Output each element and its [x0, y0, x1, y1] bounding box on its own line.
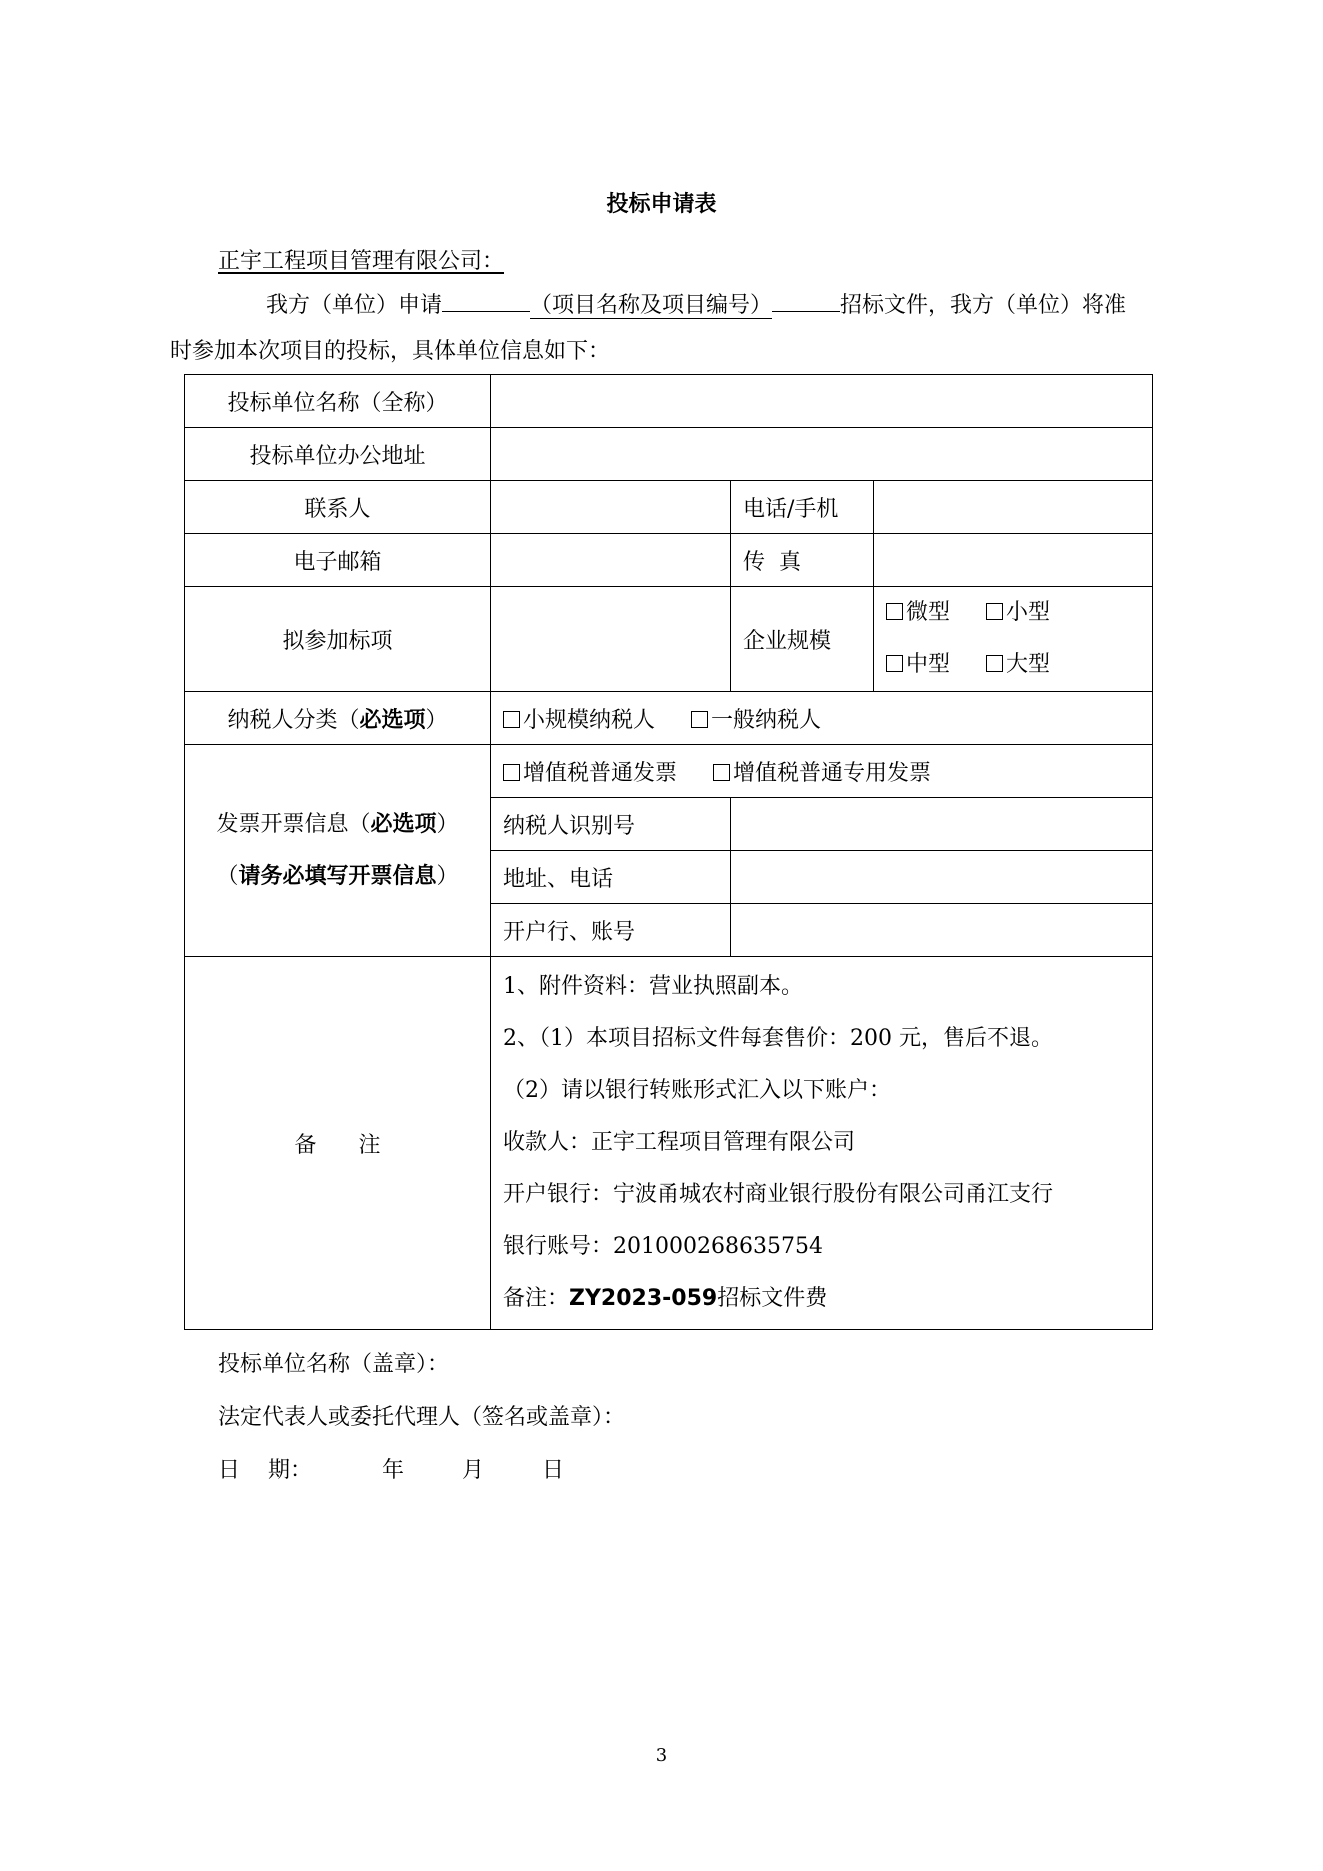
intro-text-2: 招标文件，我方（单位）将准: [840, 293, 1127, 318]
row-remarks: [185, 957, 1153, 1330]
remark-line: 1、附件资料：营业执照副本。: [503, 974, 803, 999]
remark-fee-prefix: 备注：: [503, 1286, 570, 1311]
date-month: 月: [462, 1458, 485, 1483]
project-code: ZY2023-059: [569, 1286, 718, 1311]
intro-paragraph: [170, 283, 1155, 375]
taxpayer-type-label: [185, 692, 491, 745]
company-name-field[interactable]: [491, 375, 1153, 428]
company-seal-line: 投标单位名称（盖章）：: [218, 1352, 450, 1377]
row-company-name: [185, 375, 1153, 428]
phone-label: 电话/手机: [731, 481, 874, 534]
date-line: [218, 1453, 564, 1484]
invoice-label-line-1: [197, 799, 478, 851]
page-title: 投标申请表: [606, 192, 717, 217]
row-taxpayer-type: [185, 692, 1153, 745]
checkbox-icon[interactable]: [986, 603, 1003, 620]
blank-post: [772, 311, 840, 312]
remark-line: 收款人：正宇工程项目管理有限公司: [503, 1130, 856, 1155]
size-option-micro[interactable]: [886, 587, 950, 639]
invoice-option-label: 增值税普通专用发票: [733, 760, 932, 786]
size-option-medium[interactable]: [886, 639, 950, 691]
size-option-label: 中型: [906, 652, 951, 677]
checkbox-icon[interactable]: [886, 603, 903, 620]
invoice-note: 请务必填写开票信息: [238, 863, 437, 889]
bid-item-field[interactable]: [491, 587, 731, 692]
date-label: 日 期：: [218, 1458, 312, 1483]
intro-line-1: [170, 283, 1155, 329]
taxpayer-label-close: ）: [425, 707, 448, 733]
email-label: 电子邮箱: [185, 534, 491, 587]
checkbox-icon[interactable]: [691, 711, 708, 728]
taxpayer-id-label: 纳税人识别号: [491, 798, 731, 851]
phone-field[interactable]: [874, 481, 1153, 534]
blank-pre: [442, 311, 530, 312]
invoice-label-close: ）: [436, 811, 459, 837]
remark-line: 银行账号：201000268635754: [503, 1234, 823, 1259]
address-phone-label: 地址、电话: [491, 851, 731, 904]
size-option-label: 大型: [1006, 652, 1051, 677]
checkbox-icon[interactable]: [886, 655, 903, 672]
enterprise-size-options: [874, 587, 1153, 692]
bank-account-field[interactable]: [731, 904, 1153, 957]
representative-line: 法定代表人或委托代理人（签名或盖章）：: [218, 1405, 626, 1430]
remark-fee-suffix: 招标文件费: [717, 1286, 828, 1311]
taxpayer-option-general[interactable]: [691, 703, 821, 734]
intro-line-2: 时参加本次项目的投标，具体单位信息如下：: [170, 339, 611, 364]
checkbox-icon[interactable]: [713, 764, 730, 781]
taxpayer-option-small-scale[interactable]: [503, 703, 655, 734]
page-number: 3: [655, 1745, 668, 1766]
bid-item-label: 拟参加标项: [185, 587, 491, 692]
row-email: [185, 534, 1153, 587]
office-address-field[interactable]: [491, 428, 1153, 481]
remark-line: 开户银行：宁波甬城农村商业银行股份有限公司甬江支行: [503, 1182, 1054, 1207]
fax-label: 传 真: [731, 534, 874, 587]
invoice-info-label: [185, 745, 491, 957]
remarks-content: [491, 957, 1153, 1330]
contact-field[interactable]: [491, 481, 731, 534]
contact-label: 联系人: [185, 481, 491, 534]
row-bid-item: [185, 587, 1153, 692]
size-option-small[interactable]: [986, 587, 1050, 639]
email-field[interactable]: [491, 534, 731, 587]
invoice-label-text: 发票开票信息（: [216, 811, 371, 837]
invoice-note-close: ）: [436, 863, 459, 889]
date-year: 年: [381, 1458, 404, 1483]
size-option-label: 小型: [1006, 600, 1051, 625]
checkbox-icon[interactable]: [986, 655, 1003, 672]
invoice-option-label: 增值税普通发票: [523, 760, 678, 786]
invoice-option-normal[interactable]: [503, 756, 677, 787]
date-day: 日: [542, 1458, 565, 1483]
taxpayer-id-field[interactable]: [731, 798, 1153, 851]
invoice-type-options: [491, 745, 1153, 798]
taxpayer-option-label: 一般纳税人: [711, 707, 822, 733]
size-option-label: 微型: [906, 600, 951, 625]
row-office-address: [185, 428, 1153, 481]
addressee: 正宇工程项目管理有限公司：: [218, 249, 505, 274]
taxpayer-label-text: 纳税人分类（: [227, 707, 360, 733]
enterprise-size-label: 企业规模: [731, 587, 874, 692]
application-form-table: [184, 374, 1153, 1330]
row-invoice-type: [185, 745, 1153, 798]
checkbox-icon[interactable]: [503, 764, 520, 781]
office-address-label: 投标单位办公地址: [185, 428, 491, 481]
invoice-label-line-2: [197, 851, 478, 903]
invoice-note-open: （: [216, 863, 239, 889]
taxpayer-option-label: 小规模纳税人: [523, 707, 656, 733]
fax-field[interactable]: [874, 534, 1153, 587]
bank-account-label: 开户行、账号: [491, 904, 731, 957]
company-name-label: 投标单位名称（全称）: [185, 375, 491, 428]
intro-text-1: 我方（单位）申请: [266, 293, 443, 318]
project-name-blank: （项目名称及项目编号）: [530, 293, 773, 318]
row-contact: [185, 481, 1153, 534]
checkbox-icon[interactable]: [503, 711, 520, 728]
invoice-option-special[interactable]: [713, 756, 931, 787]
required-mark: 必选项: [359, 707, 426, 733]
taxpayer-type-options: [491, 692, 1153, 745]
address-phone-field[interactable]: [731, 851, 1153, 904]
remark-line: 2、（1）本项目招标文件每套售价：200 元，售后不退。: [503, 1026, 1053, 1051]
required-mark: 必选项: [370, 811, 437, 837]
remark-line-fee: [503, 1273, 1140, 1325]
remark-line: （2）请以银行转账形式汇入以下账户：: [503, 1078, 891, 1103]
size-option-large[interactable]: [986, 639, 1050, 691]
remarks-label: 备 注: [185, 957, 491, 1330]
